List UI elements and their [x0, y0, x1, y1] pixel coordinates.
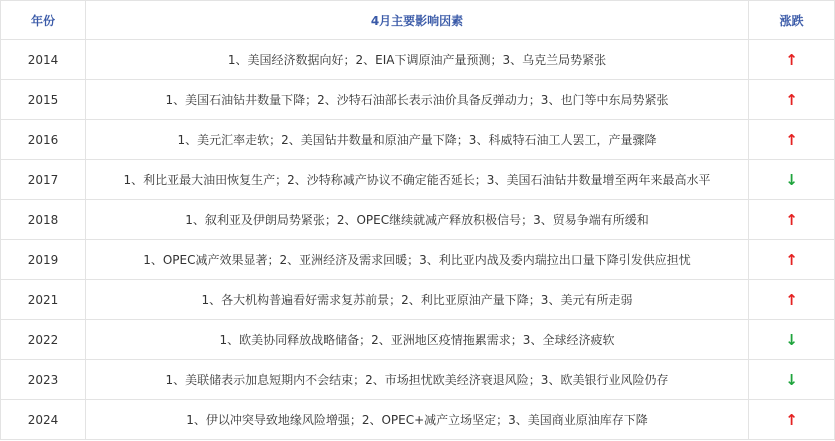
table-row [1, 400, 835, 440]
year-cell: 2019 [1, 240, 86, 280]
down-arrow-icon: ↓ [785, 370, 798, 389]
up-arrow-icon: ↑ [785, 50, 798, 69]
table-row [1, 120, 835, 160]
up-arrow-icon: ↑ [785, 410, 798, 429]
up-arrow-icon: ↑ [785, 250, 798, 269]
trend-cell [749, 120, 835, 160]
factors-cell: 1、美联储表示加息短期内不会结束；2、市场担忧欧美经济衰退风险；3、欧美银行业风险仍存 [86, 360, 749, 400]
trend-cell [749, 80, 835, 120]
factors-cell: 1、OPEC减产效果显著；2、亚洲经济及需求回暖；3、利比亚内战及委内瑞拉出口量下降引发供应担忧 [86, 240, 749, 280]
table-row [1, 280, 835, 320]
trend-cell [749, 240, 835, 280]
year-cell: 2022 [1, 320, 86, 360]
down-arrow-icon: ↓ [785, 170, 798, 189]
trend-cell [749, 320, 835, 360]
trend-cell [749, 200, 835, 240]
factors-cell: 1、欧美协同释放战略储备；2、亚洲地区疫情拖累需求；3、全球经济疲软 [86, 320, 749, 360]
year-cell: 2023 [1, 360, 86, 400]
factors-cell: 1、伊以冲突导致地缘风险增强；2、OPEC+减产立场坚定；3、美国商业原油库存下降 [86, 400, 749, 440]
factors-cell: 1、美元汇率走软；2、美国钻井数量和原油产量下降；3、科威特石油工人罢工，产量骤降 [86, 120, 749, 160]
table-row [1, 320, 835, 360]
table-header [1, 1, 835, 40]
year-cell: 2017 [1, 160, 86, 200]
header-trend: 涨跌 [749, 1, 835, 40]
up-arrow-icon: ↑ [785, 210, 798, 229]
header-year: 年份 [1, 1, 86, 40]
header-row [1, 1, 835, 40]
trend-cell [749, 40, 835, 80]
year-cell: 2021 [1, 280, 86, 320]
trend-cell [749, 280, 835, 320]
table-row [1, 40, 835, 80]
year-cell: 2018 [1, 200, 86, 240]
table-row [1, 360, 835, 400]
year-cell: 2016 [1, 120, 86, 160]
trend-cell [749, 360, 835, 400]
header-factors: 4月主要影响因素 [86, 1, 749, 40]
year-cell: 2024 [1, 400, 86, 440]
up-arrow-icon: ↑ [785, 130, 798, 149]
table-row [1, 200, 835, 240]
trend-cell [749, 400, 835, 440]
down-arrow-icon: ↓ [785, 330, 798, 349]
year-cell: 2015 [1, 80, 86, 120]
factors-cell: 1、各大机构普遍看好需求复苏前景；2、利比亚原油产量下降；3、美元有所走弱 [86, 280, 749, 320]
factors-cell: 1、美国经济数据向好；2、EIA下调原油产量预测；3、乌克兰局势紧张 [86, 40, 749, 80]
factors-cell: 1、叙利亚及伊朗局势紧张；2、OPEC继续就减产释放积极信号；3、贸易争端有所缓和 [86, 200, 749, 240]
factors-cell: 1、利比亚最大油田恢复生产；2、沙特称减产协议不确定能否延长；3、美国石油钻井数量增至两年来最高水平 [86, 160, 749, 200]
year-cell: 2014 [1, 40, 86, 80]
table-row [1, 160, 835, 200]
factors-cell: 1、美国石油钻井数量下降；2、沙特石油部长表示油价具备反弹动力；3、也门等中东局势紧张 [86, 80, 749, 120]
table-body [1, 40, 835, 440]
trend-cell [749, 160, 835, 200]
table-row [1, 240, 835, 280]
up-arrow-icon: ↑ [785, 90, 798, 109]
table-row [1, 80, 835, 120]
up-arrow-icon: ↑ [785, 290, 798, 309]
